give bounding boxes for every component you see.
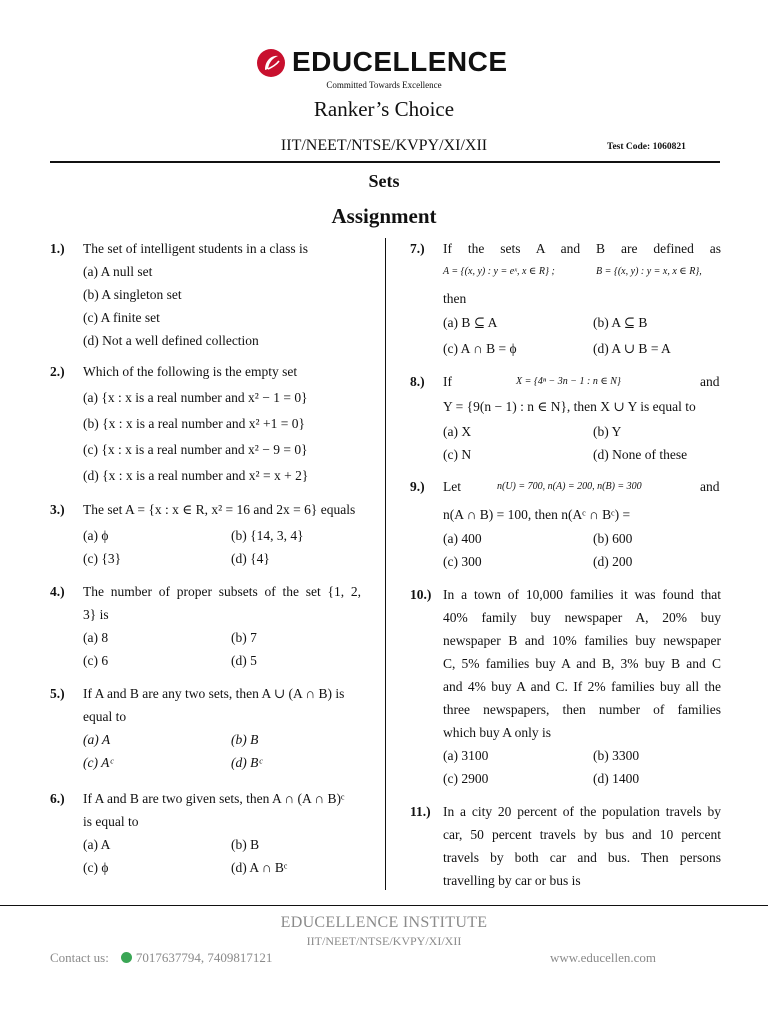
option-a: (a) 3100 (443, 748, 489, 763)
footer-exam-list: IIT/NEET/NTSE/KVPY/XI/XII (306, 934, 462, 948)
document-subtitle: Ranker’s Choice (313, 97, 455, 121)
exam-list: IIT/NEET/NTSE/KVPY/XI/XII (280, 137, 488, 154)
question-5 (50, 682, 362, 774)
test-code: Test Code: 1060821 (607, 142, 686, 152)
option-c: (c) A ∩ B = ϕ (443, 341, 517, 356)
question-number: 2.) (50, 364, 65, 379)
question-stem: The set A = {x : x ∈ R, x² = 16 and 2x = 6} equals (83, 502, 356, 517)
contact-phones[interactable]: 7017637794, 7409817121 (135, 950, 273, 965)
brand-tagline: Committed Towards Excellence (326, 80, 442, 90)
question-and: and (700, 374, 720, 389)
question-stem-cont: 3} is (83, 607, 109, 622)
option-d: (d) 200 (593, 554, 633, 569)
option-d: (d) Not a well defined collection (83, 333, 259, 348)
option-c: (c) 6 (83, 653, 109, 668)
set-b-definition: B = {(x, y) : y = x, x ∈ R}, (596, 266, 702, 277)
question-let: Let (443, 479, 461, 494)
question-stem-cont: travels by both car and bus. Then persons (443, 850, 721, 865)
option-c: (c) N (443, 447, 472, 462)
question-stem: The number of proper subsets of the set {1, 2, (83, 584, 361, 599)
option-d: (d) A ∪ B = A (593, 341, 671, 356)
question-stem-cont: newspaper B and 10% families buy newspaper (443, 633, 721, 648)
question-number: 9.) (410, 479, 425, 494)
option-b: (b) 600 (593, 531, 633, 546)
option-b: (b) A singleton set (83, 287, 182, 302)
question-stem: Which of the following is the empty set (83, 364, 298, 379)
footer-website-link[interactable]: www.educellen.com (550, 950, 657, 965)
option-a: (a) 8 (83, 630, 109, 645)
question-number: 10.) (410, 587, 432, 602)
option-c: (c) {3} (83, 551, 122, 566)
question-number: 6.) (50, 791, 65, 806)
option-b: (b) Y (593, 424, 622, 439)
question-stem-cont: travelling by car or bus is (443, 873, 581, 888)
question-stem-cont: Y = {9(n − 1) : n ∈ N}, then X ∪ Y is equal to (443, 399, 696, 414)
whatsapp-icon (121, 952, 132, 963)
option-d: (d) {4} (231, 551, 270, 566)
question-7 (410, 237, 722, 362)
option-d: (d) Bᶜ (231, 755, 262, 770)
brand-name: EDUCELLENCE (292, 46, 508, 77)
option-d: (d) 1400 (593, 771, 640, 786)
question-number: 3.) (50, 502, 65, 517)
brand-logo (0, 46, 768, 82)
question-stem: If A and B are two given sets, then A ∩ (A ∩ B)ᶜ (83, 791, 345, 806)
question-1 (50, 237, 362, 352)
footer-institute: EDUCELLENCE INSTITUTE (280, 914, 488, 931)
option-a: (a) A null set (83, 264, 153, 279)
option-c: (c) A finite set (83, 310, 160, 325)
question-number: 1.) (50, 241, 65, 256)
question-10 (410, 583, 722, 791)
question-number: 8.) (410, 374, 425, 389)
question-number: 4.) (50, 584, 65, 599)
option-a: (a) A (83, 732, 111, 747)
question-8 (410, 370, 722, 467)
question-stem-cont: car, 50 percent travels by bus and 10 percent (443, 827, 721, 842)
option-b: (b) A ⊆ B (593, 315, 648, 330)
option-c: (c) 2900 (443, 771, 489, 786)
option-a: (a) 400 (443, 531, 482, 546)
question-11 (410, 800, 722, 892)
question-2 (50, 360, 362, 490)
question-stem-cont: three newspapers, then number of families (443, 702, 721, 717)
header-divider (50, 161, 720, 163)
set-x-definition: X = {4ⁿ − 3n − 1 : n ∈ N} (516, 376, 621, 387)
option-a: (a) A (83, 837, 111, 852)
question-4 (50, 580, 362, 672)
question-stem-cont: n(A ∩ B) = 100, then n(Aᶜ ∩ Bᶜ) = (443, 507, 631, 522)
option-c: (c) {x : x is a real number and x² − 9 = 0} (83, 442, 308, 457)
question-stem-cont: which buy A only is (443, 725, 552, 740)
footer-divider (0, 905, 768, 906)
set-a-definition: A = {(x, y) : y = eˣ, x ∈ R} ; (443, 266, 555, 277)
option-b: (b) B (231, 732, 259, 747)
option-d: (d) None of these (593, 447, 688, 462)
question-stem: The set of intelligent students in a class is (83, 241, 308, 256)
footer-contact (50, 950, 272, 966)
option-b: (b) B (231, 837, 260, 852)
question-if: If (443, 374, 452, 389)
topic-title: Sets (368, 171, 400, 191)
question-stem: In a town of 10,000 families it was found that (443, 587, 721, 602)
option-b: (b) {x : x is a real number and x² +1 = 0} (83, 416, 305, 431)
question-6 (50, 787, 362, 879)
question-stem: In a city 20 percent of the population travels by (443, 804, 721, 819)
question-9 (410, 475, 722, 575)
option-a: (a) B ⊆ A (443, 315, 498, 330)
question-number: 7.) (410, 241, 425, 256)
option-b: (b) 7 (231, 630, 257, 645)
question-stem-cont: equal to (83, 709, 127, 724)
option-d: (d) 5 (231, 653, 257, 668)
document-type: Assignment (331, 204, 437, 228)
question-number: 5.) (50, 686, 65, 701)
option-d: (d) {x : x is a real number and x² = x + 2} (83, 468, 309, 483)
question-stem-cont: 40% family buy newspaper A, 20% buy (443, 610, 721, 625)
question-3 (50, 498, 362, 570)
question-stem-cont: is equal to (83, 814, 139, 829)
option-a: (a) ϕ (83, 528, 109, 543)
option-a: (a) X (443, 424, 472, 439)
option-c: (c) Aᶜ (83, 755, 113, 770)
question-stem: If the sets A and B are defined as (443, 241, 721, 256)
question-stem-cont: C, 5% families buy A and B, 3% buy B and C (443, 656, 721, 671)
question-stem-cont: and 4% buy A and C. If 2% families buy all the (443, 679, 721, 694)
column-divider (385, 238, 386, 890)
educellence-logo-icon (256, 48, 286, 78)
option-c: (c) 300 (443, 554, 482, 569)
given-values: n(U) = 700, n(A) = 200, n(B) = 300 (497, 481, 642, 492)
contact-label: Contact us: (50, 950, 109, 965)
option-a: (a) {x : x is a real number and x² − 1 = 0} (83, 390, 308, 405)
question-stem: If A and B are any two sets, then A ∪ (A ∩ B) is (83, 686, 345, 701)
question-and: and (700, 479, 720, 494)
question-stem-cont: then (443, 291, 467, 306)
option-d: (d) A ∩ Bᶜ (231, 860, 288, 875)
option-b: (b) 3300 (593, 748, 640, 763)
question-number: 11.) (410, 804, 431, 819)
option-b: (b) {14, 3, 4} (231, 528, 304, 543)
option-c: (c) ϕ (83, 860, 109, 875)
